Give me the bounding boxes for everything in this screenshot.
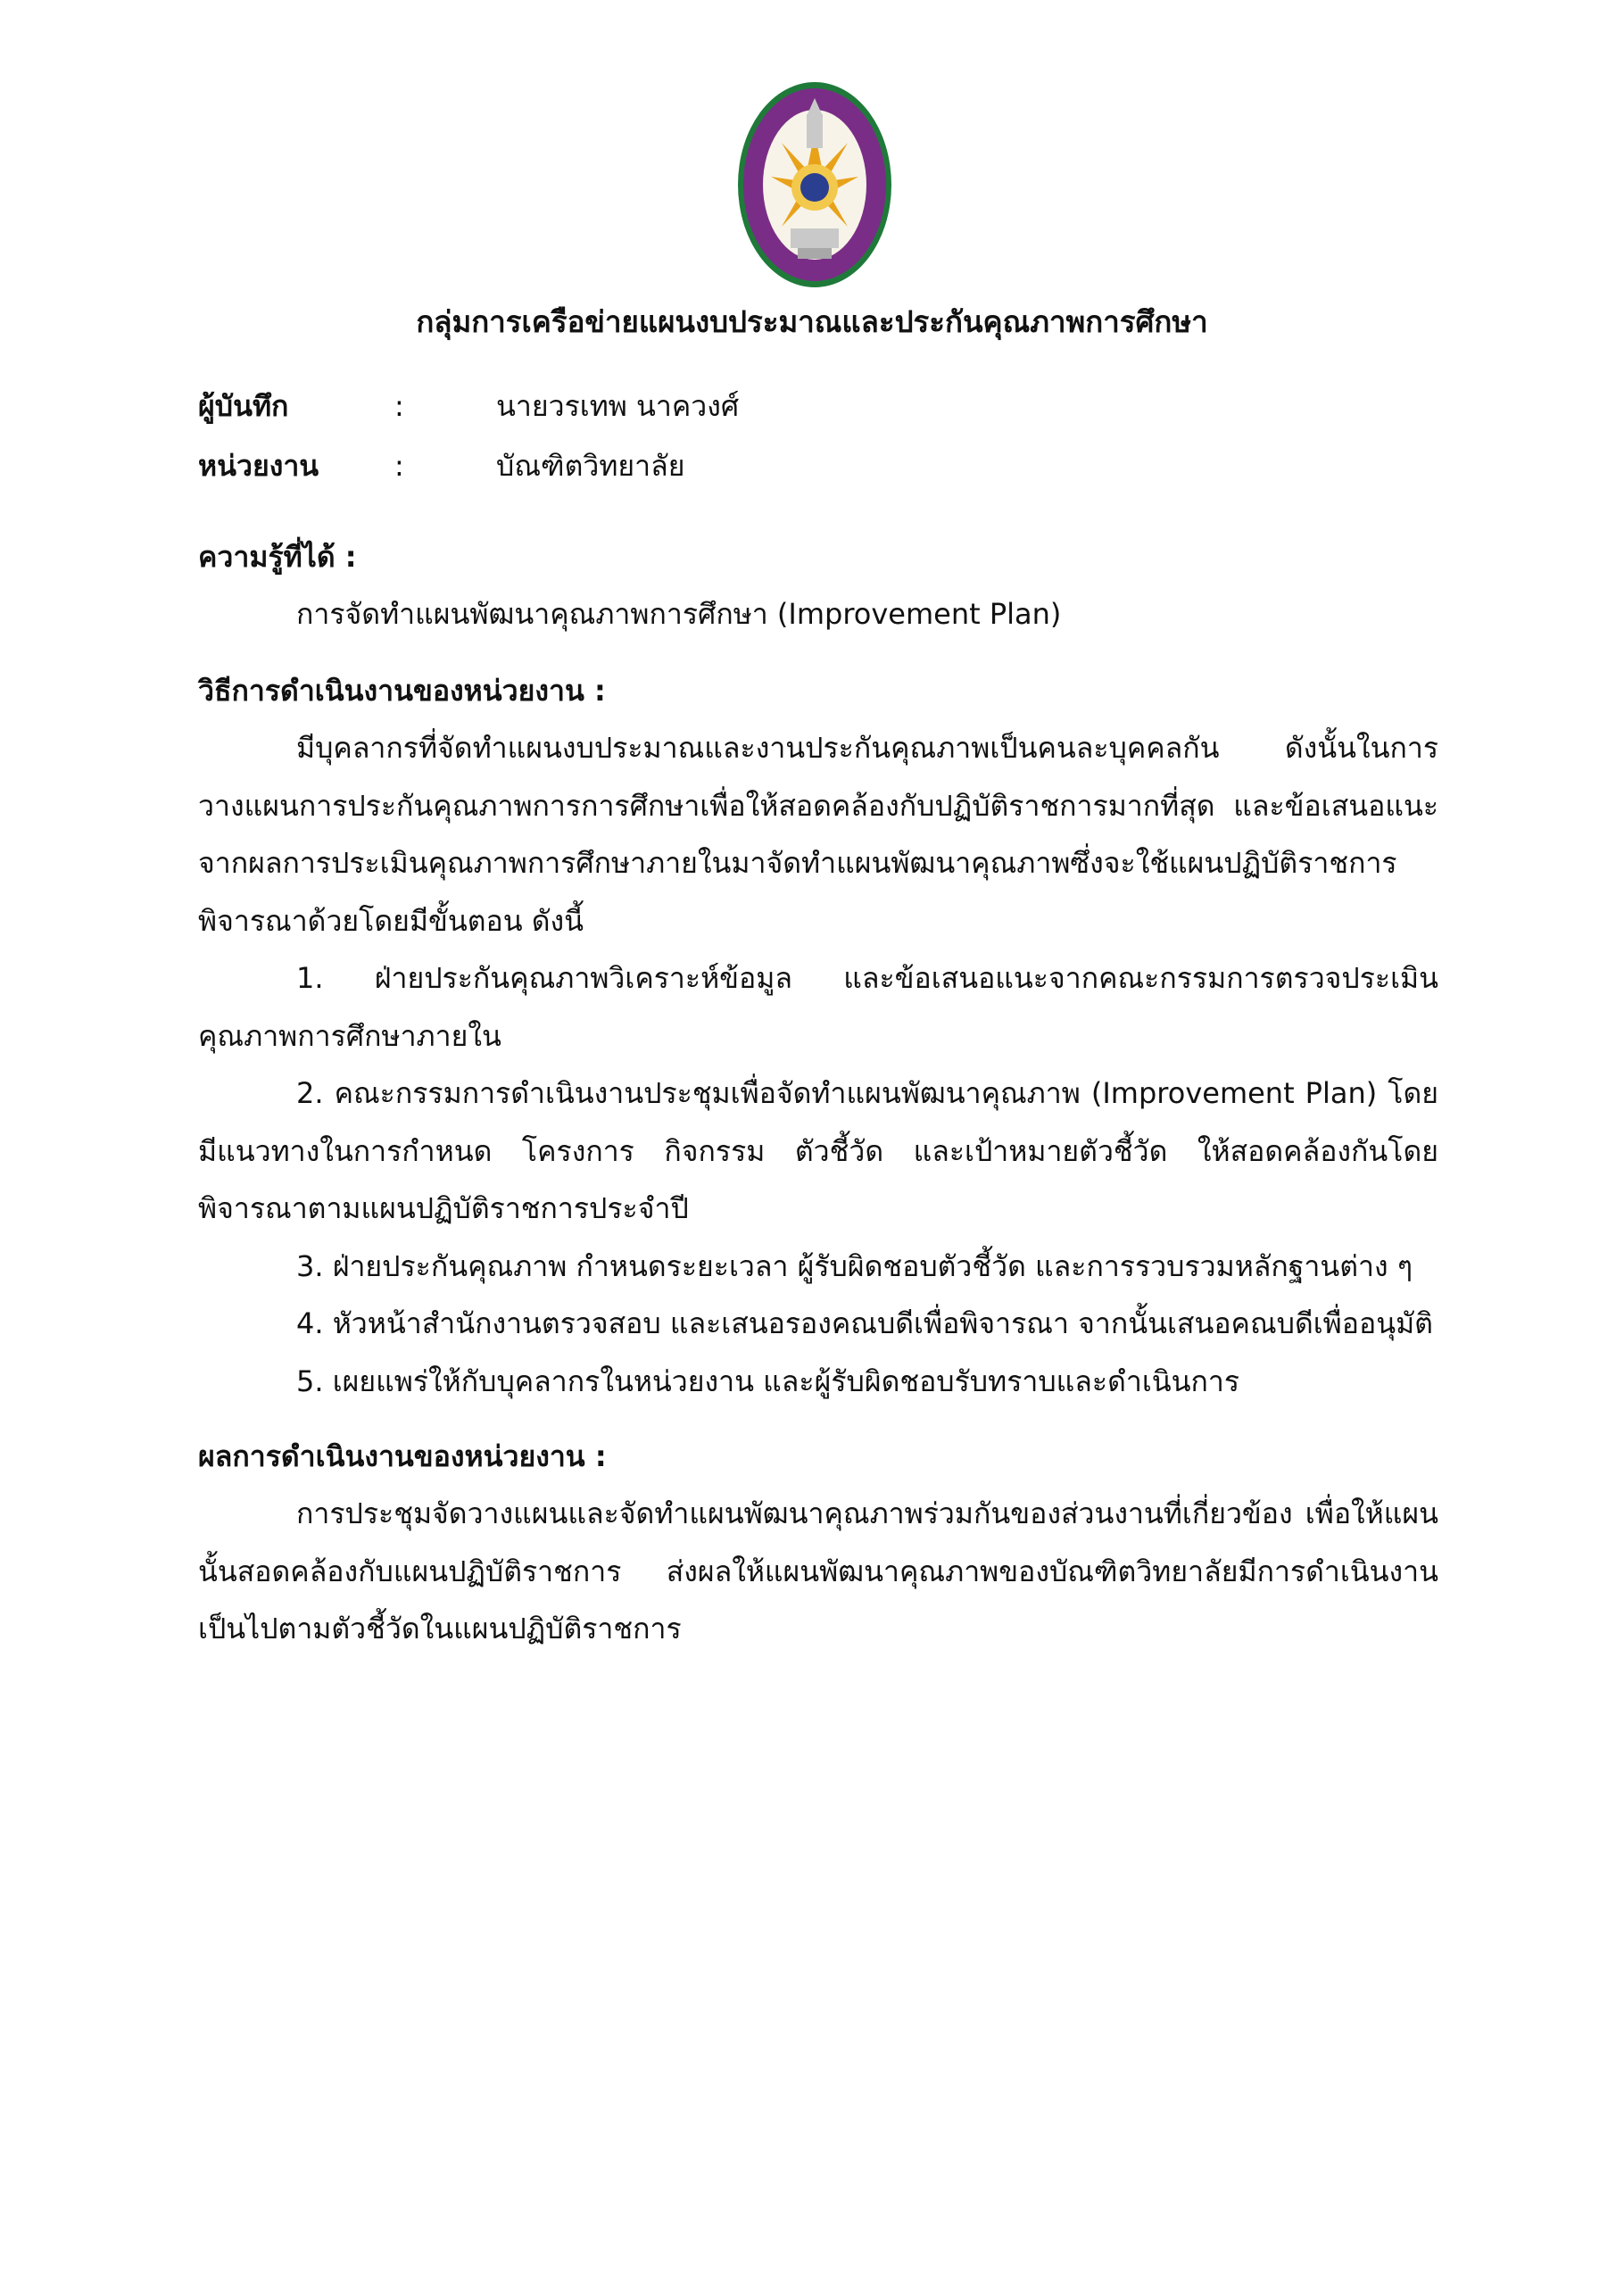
result-section <box>198 1428 1438 1658</box>
knowledge-heading: ความรู้ที่ได้ : <box>198 540 357 574</box>
method-step: 1. ฝ่ายประกันคุณภาพวิเคราะห์ข้อมูล และข้อเสนอแนะจากคณะกรรมการตรวจประเมินคุณภาพการศึกษาภายใน <box>198 961 1438 1053</box>
unit-colon: : <box>394 449 404 483</box>
method-intro: มีบุคลากรที่จัดทำแผนงบประมาณและงานประกันคุณภาพเป็นคนละบุคคลกัน ดังนั้นในการวางแผนการประกันคุณภาพการการศึกษาเพื่อให้สอดคล้องกับปฏิบัติราชการมากที่สุด และข้อเสนอแนะจากผลการประเมินคุณภาพการศึกษาภายในมาจัดทำแผนพัฒนาคุณภาพซึ่งจะใช้แผนปฏิบัติราชการพิจารณาด้วยโดยมีขั้นตอน ดังนี้ <box>198 731 1438 938</box>
recorder-value: นายวรเทพ นาควงศ์ <box>496 389 740 423</box>
seal-emblem-icon <box>735 79 894 291</box>
method-step: 5. เผยแพร่ให้กับบุคลากรในหน่วยงาน และผู้รับผิดชอบรับทราบและดำเนินการ <box>296 1364 1240 1398</box>
university-seal-logo <box>735 79 894 291</box>
method-section <box>198 662 1438 1410</box>
unit-value: บัณฑิตวิทยาลัย <box>496 449 685 483</box>
knowledge-section <box>198 528 1438 643</box>
page-title: กลุ่มการเครือข่ายแผนงบประมาณและประกันคุณภาพการศึกษา <box>416 304 1208 339</box>
knowledge-text: การจัดทำแผนพัฒนาคุณภาพการศึกษา (Improvement Plan) <box>296 597 1062 631</box>
method-step: 4. หัวหน้าสำนักงานตรวจสอบ และเสนอรองคณบดีเพื่อพิจารณา จากนั้นเสนอคณบดีเพื่ออนุมัติ <box>296 1306 1433 1340</box>
recorder-label: ผู้บันทึก <box>198 389 289 423</box>
method-heading: วิธีการดำเนินงานของหน่วยงาน : <box>198 674 606 708</box>
method-step: 3. ฝ่ายประกันคุณภาพ กำหนดระยะเวลา ผู้รับผิดชอบตัวชี้วัด และการรวบรวมหลักฐานต่าง ๆ <box>296 1248 1413 1283</box>
method-step: 2. คณะกรรมการดำเนินงานประชุมเพื่อจัดทำแผนพัฒนาคุณภาพ (Improvement Plan) โดยมีแนวทางในการกำหนด โครงการ กิจกรรม ตัวชี้วัด และเป้าหมายตัวชี้วัด ให้สอดคล้องกันโดยพิจารณาตามแผนปฏิบัติราชการประจำปี <box>198 1076 1438 1225</box>
recorder-colon: : <box>394 389 404 423</box>
unit-label: หน่วยงาน <box>198 449 319 483</box>
result-heading: ผลการดำเนินงานของหน่วยงาน : <box>198 1439 607 1473</box>
method-steps-list <box>198 949 1438 1410</box>
result-text: การประชุมจัดวางแผนและจัดทำแผนพัฒนาคุณภาพร่วมกันของส่วนงานที่เกี่ยวข้อง เพื่อให้แผนนั้นสอดคล้องกับแผนปฏิบัติราชการ ส่งผลให้แผนพัฒนาคุณภาพของบัณฑิตวิทยาลัยมีการดำเนินงานเป็นไปตามตัวชี้วัดในแผนปฏิบัติราชการ <box>198 1496 1438 1645</box>
